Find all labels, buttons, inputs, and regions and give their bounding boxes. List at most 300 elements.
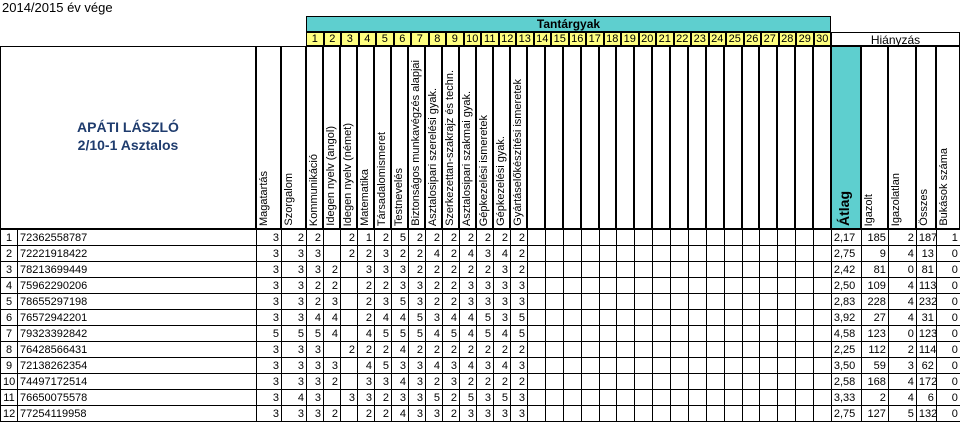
grade-cell <box>324 246 341 262</box>
empty-cell <box>599 342 617 358</box>
empty-cell <box>563 262 581 278</box>
empty-cell <box>688 358 706 374</box>
grades-table <box>0 229 960 422</box>
student-id: 74497172514 <box>18 374 257 390</box>
absence-header-4: Bukások száma <box>936 46 960 229</box>
empty-column-14 <box>759 46 777 229</box>
grade-magatartas: 3 <box>257 278 282 294</box>
subject-header-2: Idegen nyelv (angol) <box>323 46 340 229</box>
empty-cell <box>742 390 760 406</box>
grade-cell: 4 <box>324 326 341 342</box>
avg-cell: 4,58 <box>831 326 861 342</box>
grade-cell: 2 <box>341 342 358 358</box>
empty-cell <box>760 230 778 246</box>
empty-cell <box>635 278 653 294</box>
grade-cell: 2 <box>307 294 324 310</box>
grade-cell: 2 <box>375 230 392 246</box>
empty-cell <box>617 262 635 278</box>
bukasok-cell: 0 <box>936 278 960 294</box>
empty-cell <box>796 390 814 406</box>
empty-cell <box>563 278 581 294</box>
column-number-21: 21 <box>656 32 674 46</box>
igazolatlan-cell: 4 <box>888 278 916 294</box>
empty-cell <box>814 390 832 406</box>
bukasok-cell: 0 <box>936 342 960 358</box>
column-number-14: 14 <box>534 32 552 46</box>
igazolt-cell: 185 <box>861 230 888 246</box>
empty-cell <box>706 390 724 406</box>
grade-cell: 4 <box>460 246 477 262</box>
grade-cell: 3 <box>375 374 392 390</box>
empty-column-7 <box>634 46 652 229</box>
grade-cell: 2 <box>358 342 375 358</box>
grade-szorgalom: 3 <box>282 278 307 294</box>
empty-cell <box>635 358 653 374</box>
empty-cell <box>688 342 706 358</box>
grade-cell <box>324 230 341 246</box>
igazolt-cell: 123 <box>861 326 888 342</box>
empty-cell <box>545 294 563 310</box>
empty-cell <box>760 246 778 262</box>
grade-cell: 3 <box>477 358 494 374</box>
empty-cell <box>581 294 599 310</box>
empty-column-6 <box>616 46 634 229</box>
empty-cell <box>796 278 814 294</box>
grade-cell: 2 <box>460 374 477 390</box>
empty-cell <box>742 326 760 342</box>
empty-cell <box>581 326 599 342</box>
empty-cell <box>528 310 546 326</box>
grade-cell: 4 <box>358 358 375 374</box>
empty-cell <box>796 406 814 422</box>
empty-cell <box>796 342 814 358</box>
avg-cell: 3,50 <box>831 358 861 374</box>
grade-cell: 2 <box>477 262 494 278</box>
empty-cell <box>814 326 832 342</box>
tantargyak-header: Tantárgyak <box>306 16 831 32</box>
grade-cell: 2 <box>409 342 426 358</box>
subject-header-5: Társadalomismeret <box>374 46 391 229</box>
grade-cell: 2 <box>375 278 392 294</box>
empty-column-13 <box>742 46 760 229</box>
grade-cell: 5 <box>392 294 409 310</box>
grade-cell: 2 <box>443 406 460 422</box>
grade-cell: 3 <box>307 358 324 374</box>
empty-cell <box>635 374 653 390</box>
subject-header-10: Asztalosipari szakmai gyak. <box>459 46 476 229</box>
empty-cell <box>581 406 599 422</box>
osszes-cell: 62 <box>916 358 936 374</box>
grade-cell: 3 <box>494 406 511 422</box>
osszes-cell: 132 <box>916 406 936 422</box>
igazolatlan-cell: 5 <box>888 406 916 422</box>
empty-cell <box>671 278 689 294</box>
empty-cell <box>635 262 653 278</box>
empty-cell <box>724 294 742 310</box>
grade-cell: 2 <box>409 262 426 278</box>
empty-column-15 <box>777 46 795 229</box>
empty-cell <box>688 230 706 246</box>
empty-cell <box>528 406 546 422</box>
empty-cell <box>635 406 653 422</box>
grade-cell: 2 <box>307 230 324 246</box>
avg-cell: 2,50 <box>831 278 861 294</box>
empty-cell <box>528 326 546 342</box>
grade-cell: 3 <box>460 278 477 294</box>
empty-cell <box>581 390 599 406</box>
row-number: 7 <box>1 326 18 342</box>
student-class: 2/10-1 Asztalos <box>77 137 179 153</box>
empty-cell <box>796 326 814 342</box>
grade-magatartas: 3 <box>257 358 282 374</box>
igazolatlan-cell: 4 <box>888 310 916 326</box>
grade-cell: 2 <box>511 262 528 278</box>
empty-cell <box>706 406 724 422</box>
grade-cell: 2 <box>426 278 443 294</box>
empty-cell <box>688 406 706 422</box>
grade-szorgalom: 2 <box>282 230 307 246</box>
empty-cell <box>724 230 742 246</box>
grade-cell: 2 <box>477 374 494 390</box>
empty-cell <box>581 374 599 390</box>
table-row <box>1 358 960 374</box>
empty-cell <box>617 326 635 342</box>
empty-cell <box>706 246 724 262</box>
empty-cell <box>724 358 742 374</box>
grade-cell <box>341 406 358 422</box>
grade-cell: 4 <box>375 310 392 326</box>
empty-cell <box>528 358 546 374</box>
column-number-27: 27 <box>761 32 779 46</box>
grade-cell <box>341 310 358 326</box>
table-row <box>1 374 960 390</box>
grade-cell: 5 <box>375 326 392 342</box>
empty-cell <box>688 294 706 310</box>
bukasok-cell: 0 <box>936 358 960 374</box>
empty-cell <box>653 358 671 374</box>
empty-cell <box>617 390 635 406</box>
grade-cell: 5 <box>511 310 528 326</box>
empty-cell <box>635 310 653 326</box>
grade-cell <box>324 342 341 358</box>
empty-cell <box>581 278 599 294</box>
column-number-3: 3 <box>341 32 359 46</box>
empty-cell <box>742 278 760 294</box>
empty-cell <box>528 262 546 278</box>
grade-cell: 2 <box>460 230 477 246</box>
empty-cell <box>671 262 689 278</box>
column-number-4: 4 <box>359 32 377 46</box>
empty-cell <box>688 374 706 390</box>
igazolatlan-cell: 4 <box>888 374 916 390</box>
grade-cell: 4 <box>358 326 375 342</box>
grade-cell: 2 <box>443 230 460 246</box>
empty-cell <box>706 342 724 358</box>
grade-cell: 3 <box>307 406 324 422</box>
empty-cell <box>796 374 814 390</box>
empty-cell <box>653 390 671 406</box>
absence-header-2: Igazolatlan <box>888 46 916 229</box>
avg-cell: 2,42 <box>831 262 861 278</box>
empty-cell <box>724 246 742 262</box>
empty-cell <box>599 358 617 374</box>
subject-header-9: Szerkezettan-szakrajz és techn. <box>442 46 459 229</box>
igazolt-cell: 2 <box>861 390 888 406</box>
avg-cell: 2,75 <box>831 246 861 262</box>
grade-cell: 3 <box>511 294 528 310</box>
igazolatlan-cell: 0 <box>888 262 916 278</box>
avg-header: Átlag <box>831 46 861 229</box>
grade-magatartas: 3 <box>257 262 282 278</box>
grade-cell: 3 <box>409 358 426 374</box>
empty-cell <box>760 358 778 374</box>
igazolatlan-cell: 4 <box>888 246 916 262</box>
grade-magatartas: 5 <box>257 326 282 342</box>
empty-cell <box>599 326 617 342</box>
student-id: 78655297198 <box>18 294 257 310</box>
grade-cell: 2 <box>443 294 460 310</box>
grade-cell: 5 <box>392 230 409 246</box>
row-number: 5 <box>1 294 18 310</box>
empty-cell <box>563 390 581 406</box>
grade-cell: 4 <box>324 310 341 326</box>
grade-cell: 4 <box>460 326 477 342</box>
grade-cell: 2 <box>477 230 494 246</box>
grade-magatartas: 3 <box>257 390 282 406</box>
grade-cell: 3 <box>324 358 341 374</box>
student-id: 77254119958 <box>18 406 257 422</box>
empty-cell <box>617 246 635 262</box>
grade-szorgalom: 3 <box>282 262 307 278</box>
empty-cell <box>599 230 617 246</box>
row-number: 1 <box>1 230 18 246</box>
empty-cell <box>778 246 796 262</box>
grade-cell: 2 <box>494 230 511 246</box>
grade-cell: 2 <box>443 342 460 358</box>
empty-cell <box>653 310 671 326</box>
avg-cell: 2,25 <box>831 342 861 358</box>
grade-cell <box>341 278 358 294</box>
grade-cell: 3 <box>443 374 460 390</box>
grade-cell: 4 <box>392 342 409 358</box>
column-number-16: 16 <box>569 32 587 46</box>
empty-column-16 <box>795 46 813 229</box>
grade-cell: 2 <box>358 246 375 262</box>
empty-cell <box>796 262 814 278</box>
student-id: 76428566431 <box>18 342 257 358</box>
bukasok-cell: 1 <box>936 230 960 246</box>
bukasok-cell: 0 <box>936 390 960 406</box>
empty-cell <box>599 294 617 310</box>
grade-cell: 5 <box>443 326 460 342</box>
osszes-cell: 31 <box>916 310 936 326</box>
empty-cell <box>778 262 796 278</box>
column-number-6: 6 <box>394 32 412 46</box>
empty-column-1 <box>527 46 545 229</box>
empty-cell <box>688 390 706 406</box>
grade-cell: 3 <box>443 358 460 374</box>
avg-cell: 2,58 <box>831 374 861 390</box>
column-number-1: 1 <box>306 32 324 46</box>
empty-cell <box>528 278 546 294</box>
empty-cell <box>528 246 546 262</box>
avg-cell: 2,83 <box>831 294 861 310</box>
header-magatartas: Magatartás <box>256 46 281 229</box>
grade-cell: 2 <box>341 230 358 246</box>
empty-cell <box>563 310 581 326</box>
grade-magatartas: 3 <box>257 310 282 326</box>
empty-cell <box>671 390 689 406</box>
grade-cell: 2 <box>358 310 375 326</box>
column-number-19: 19 <box>621 32 639 46</box>
grade-cell: 2 <box>409 246 426 262</box>
grade-szorgalom: 4 <box>282 390 307 406</box>
empty-cell <box>814 262 832 278</box>
grade-cell: 3 <box>494 310 511 326</box>
table-row <box>1 326 960 342</box>
empty-cell <box>653 230 671 246</box>
student-id: 78213699449 <box>18 262 257 278</box>
avg-cell: 3,33 <box>831 390 861 406</box>
empty-cell <box>706 278 724 294</box>
grade-szorgalom: 3 <box>282 358 307 374</box>
empty-cell <box>653 374 671 390</box>
grade-cell: 2 <box>324 374 341 390</box>
igazolatlan-cell: 3 <box>888 358 916 374</box>
bukasok-cell: 0 <box>936 326 960 342</box>
column-number-20: 20 <box>639 32 657 46</box>
empty-column-11 <box>706 46 724 229</box>
empty-cell <box>760 406 778 422</box>
header-szorgalom: Szorgalom <box>281 46 306 229</box>
grade-cell: 4 <box>494 326 511 342</box>
student-id: 79323392842 <box>18 326 257 342</box>
empty-cell <box>706 262 724 278</box>
empty-cell <box>778 310 796 326</box>
grade-cell: 5 <box>477 326 494 342</box>
empty-cell <box>760 342 778 358</box>
column-number-8: 8 <box>429 32 447 46</box>
grade-cell: 2 <box>392 246 409 262</box>
grade-cell: 3 <box>409 278 426 294</box>
subject-header-12: Gépkezelési gyak. <box>493 46 510 229</box>
empty-cell <box>545 358 563 374</box>
grade-cell: 2 <box>324 278 341 294</box>
igazolatlan-cell: 2 <box>888 342 916 358</box>
student-id: 75962290206 <box>18 278 257 294</box>
column-number-15: 15 <box>551 32 569 46</box>
empty-cell <box>563 230 581 246</box>
grade-cell: 3 <box>358 374 375 390</box>
empty-cell <box>635 390 653 406</box>
igazolt-cell: 9 <box>861 246 888 262</box>
grade-cell: 2 <box>375 406 392 422</box>
grade-cell: 2 <box>511 374 528 390</box>
igazolt-cell: 59 <box>861 358 888 374</box>
empty-cell <box>760 374 778 390</box>
grade-cell: 4 <box>426 246 443 262</box>
column-number-28: 28 <box>779 32 797 46</box>
grade-cell: 4 <box>460 358 477 374</box>
grade-cell <box>324 390 341 406</box>
grade-cell: 3 <box>477 390 494 406</box>
empty-cell <box>563 406 581 422</box>
empty-cell <box>778 342 796 358</box>
empty-cell <box>599 374 617 390</box>
empty-cell <box>671 294 689 310</box>
empty-cell <box>742 230 760 246</box>
grade-cell: 3 <box>307 374 324 390</box>
empty-cell <box>724 406 742 422</box>
bukasok-cell: 0 <box>936 262 960 278</box>
bukasok-cell: 0 <box>936 294 960 310</box>
student-id: 72221918422 <box>18 246 257 262</box>
grade-magatartas: 3 <box>257 374 282 390</box>
empty-cell <box>653 262 671 278</box>
empty-cell <box>617 374 635 390</box>
table-row <box>1 246 960 262</box>
hianyzas-header: Hiányzás <box>831 32 960 46</box>
row-number: 6 <box>1 310 18 326</box>
igazolt-cell: 27 <box>861 310 888 326</box>
empty-cell <box>563 342 581 358</box>
osszes-cell: 123 <box>916 326 936 342</box>
grade-cell: 5 <box>477 310 494 326</box>
empty-cell <box>742 246 760 262</box>
grade-cell: 2 <box>443 246 460 262</box>
table-row <box>1 390 960 406</box>
subject-header-11: Gépkezelési ismeretek <box>476 46 493 229</box>
igazolatlan-cell: 0 <box>888 326 916 342</box>
grade-cell: 3 <box>307 390 324 406</box>
empty-cell <box>545 374 563 390</box>
empty-cell <box>671 342 689 358</box>
grade-cell: 2 <box>426 342 443 358</box>
grade-cell: 4 <box>443 310 460 326</box>
empty-cell <box>778 358 796 374</box>
table-row <box>1 262 960 278</box>
empty-cell <box>653 342 671 358</box>
igazolt-cell: 81 <box>861 262 888 278</box>
column-number-12: 12 <box>499 32 517 46</box>
subject-header-1: Kommunikáció <box>306 46 323 229</box>
grade-cell <box>341 374 358 390</box>
empty-cell <box>545 230 563 246</box>
empty-cell <box>796 246 814 262</box>
empty-column-5 <box>599 46 617 229</box>
grade-cell: 2 <box>324 262 341 278</box>
empty-cell <box>581 358 599 374</box>
grade-cell: 4 <box>494 246 511 262</box>
column-number-13: 13 <box>516 32 534 46</box>
grade-cell: 5 <box>409 310 426 326</box>
empty-cell <box>778 230 796 246</box>
grade-cell: 2 <box>324 406 341 422</box>
grade-cell: 3 <box>409 406 426 422</box>
grade-cell: 3 <box>358 390 375 406</box>
grade-cell: 3 <box>494 262 511 278</box>
column-number-10: 10 <box>464 32 482 46</box>
absence-header-1: Igazolt <box>861 46 888 229</box>
empty-cell <box>760 294 778 310</box>
empty-cell <box>635 294 653 310</box>
column-number-26: 26 <box>744 32 762 46</box>
osszes-cell: 81 <box>916 262 936 278</box>
bukasok-cell: 0 <box>936 310 960 326</box>
absence-header-3: Összes <box>916 46 936 229</box>
grade-cell: 4 <box>426 358 443 374</box>
igazolt-cell: 112 <box>861 342 888 358</box>
